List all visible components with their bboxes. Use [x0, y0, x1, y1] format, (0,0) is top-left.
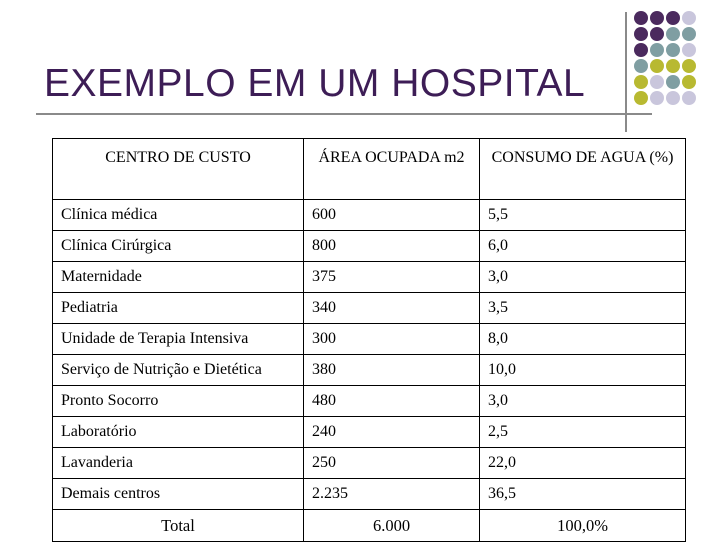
cell-area: 250: [304, 448, 480, 479]
decorative-dot: [666, 27, 680, 41]
table-row: [53, 231, 686, 262]
table-row: [53, 355, 686, 386]
cell-cost-center: Laboratório: [53, 417, 304, 448]
cell-cost-center: Maternidade: [53, 262, 304, 293]
decorative-dot: [682, 43, 696, 57]
decorative-dot: [666, 59, 680, 73]
decorative-dot: [634, 75, 648, 89]
decorative-dot: [666, 11, 680, 25]
cell-water: 22,0: [480, 448, 686, 479]
header-area: ÁREA OCUPADA m2: [304, 139, 480, 200]
table-row: [53, 417, 686, 448]
decorative-dot: [634, 59, 648, 73]
cell-cost-center: Clínica médica: [53, 200, 304, 231]
cell-area: 340: [304, 293, 480, 324]
decorative-dot: [682, 91, 696, 105]
table-row: [53, 324, 686, 355]
total-label: Total: [53, 510, 304, 542]
table-row: [53, 262, 686, 293]
header-water: CONSUMO DE AGUA (%): [480, 139, 686, 200]
decorative-dot: [650, 11, 664, 25]
cell-water: 3,5: [480, 293, 686, 324]
table-row: [53, 479, 686, 510]
cell-cost-center: Clínica Cirúrgica: [53, 231, 304, 262]
cell-area: 800: [304, 231, 480, 262]
cell-cost-center: Demais centros: [53, 479, 304, 510]
decorative-dot: [634, 11, 648, 25]
table-total-row: [53, 510, 686, 542]
cell-water: 2,5: [480, 417, 686, 448]
decorative-dot: [682, 11, 696, 25]
table-row: [53, 386, 686, 417]
cell-water: 3,0: [480, 262, 686, 293]
cell-water: 10,0: [480, 355, 686, 386]
cell-area: 380: [304, 355, 480, 386]
decorative-dot: [634, 43, 648, 57]
total-water: 100,0%: [480, 510, 686, 542]
table-row: [53, 448, 686, 479]
decorative-dot: [650, 43, 664, 57]
cell-area: 2.235: [304, 479, 480, 510]
decorative-dot: [666, 75, 680, 89]
decorative-dot: [634, 91, 648, 105]
decorative-dot: [634, 27, 648, 41]
decorative-dot: [650, 75, 664, 89]
total-area: 6.000: [304, 510, 480, 542]
decorative-dot: [650, 59, 664, 73]
cell-cost-center: Pronto Socorro: [53, 386, 304, 417]
decorative-dot: [666, 91, 680, 105]
decorative-dot: [666, 43, 680, 57]
header-cost-center: CENTRO DE CUSTO: [53, 139, 304, 200]
cell-water: 5,5: [480, 200, 686, 231]
table-header-row: [53, 139, 686, 200]
title-rule: [36, 113, 652, 115]
decorative-dot: [650, 91, 664, 105]
cell-water: 36,5: [480, 479, 686, 510]
cell-area: 240: [304, 417, 480, 448]
table-row: [53, 200, 686, 231]
slide-title: EXEMPLO EM UM HOSPITAL: [44, 62, 586, 105]
cost-center-table: [52, 138, 686, 542]
decorative-dot: [682, 75, 696, 89]
cell-area: 300: [304, 324, 480, 355]
cell-water: 3,0: [480, 386, 686, 417]
cell-cost-center: Unidade de Terapia Intensiva: [53, 324, 304, 355]
decorative-dot: [682, 27, 696, 41]
cell-cost-center: Lavanderia: [53, 448, 304, 479]
cell-water: 6,0: [480, 231, 686, 262]
cell-cost-center: Pediatria: [53, 293, 304, 324]
table-row: [53, 293, 686, 324]
decorative-dot: [682, 59, 696, 73]
cell-water: 8,0: [480, 324, 686, 355]
decorative-dot: [650, 27, 664, 41]
cell-cost-center: Serviço de Nutrição e Dietética: [53, 355, 304, 386]
cell-area: 480: [304, 386, 480, 417]
cell-area: 600: [304, 200, 480, 231]
cell-area: 375: [304, 262, 480, 293]
